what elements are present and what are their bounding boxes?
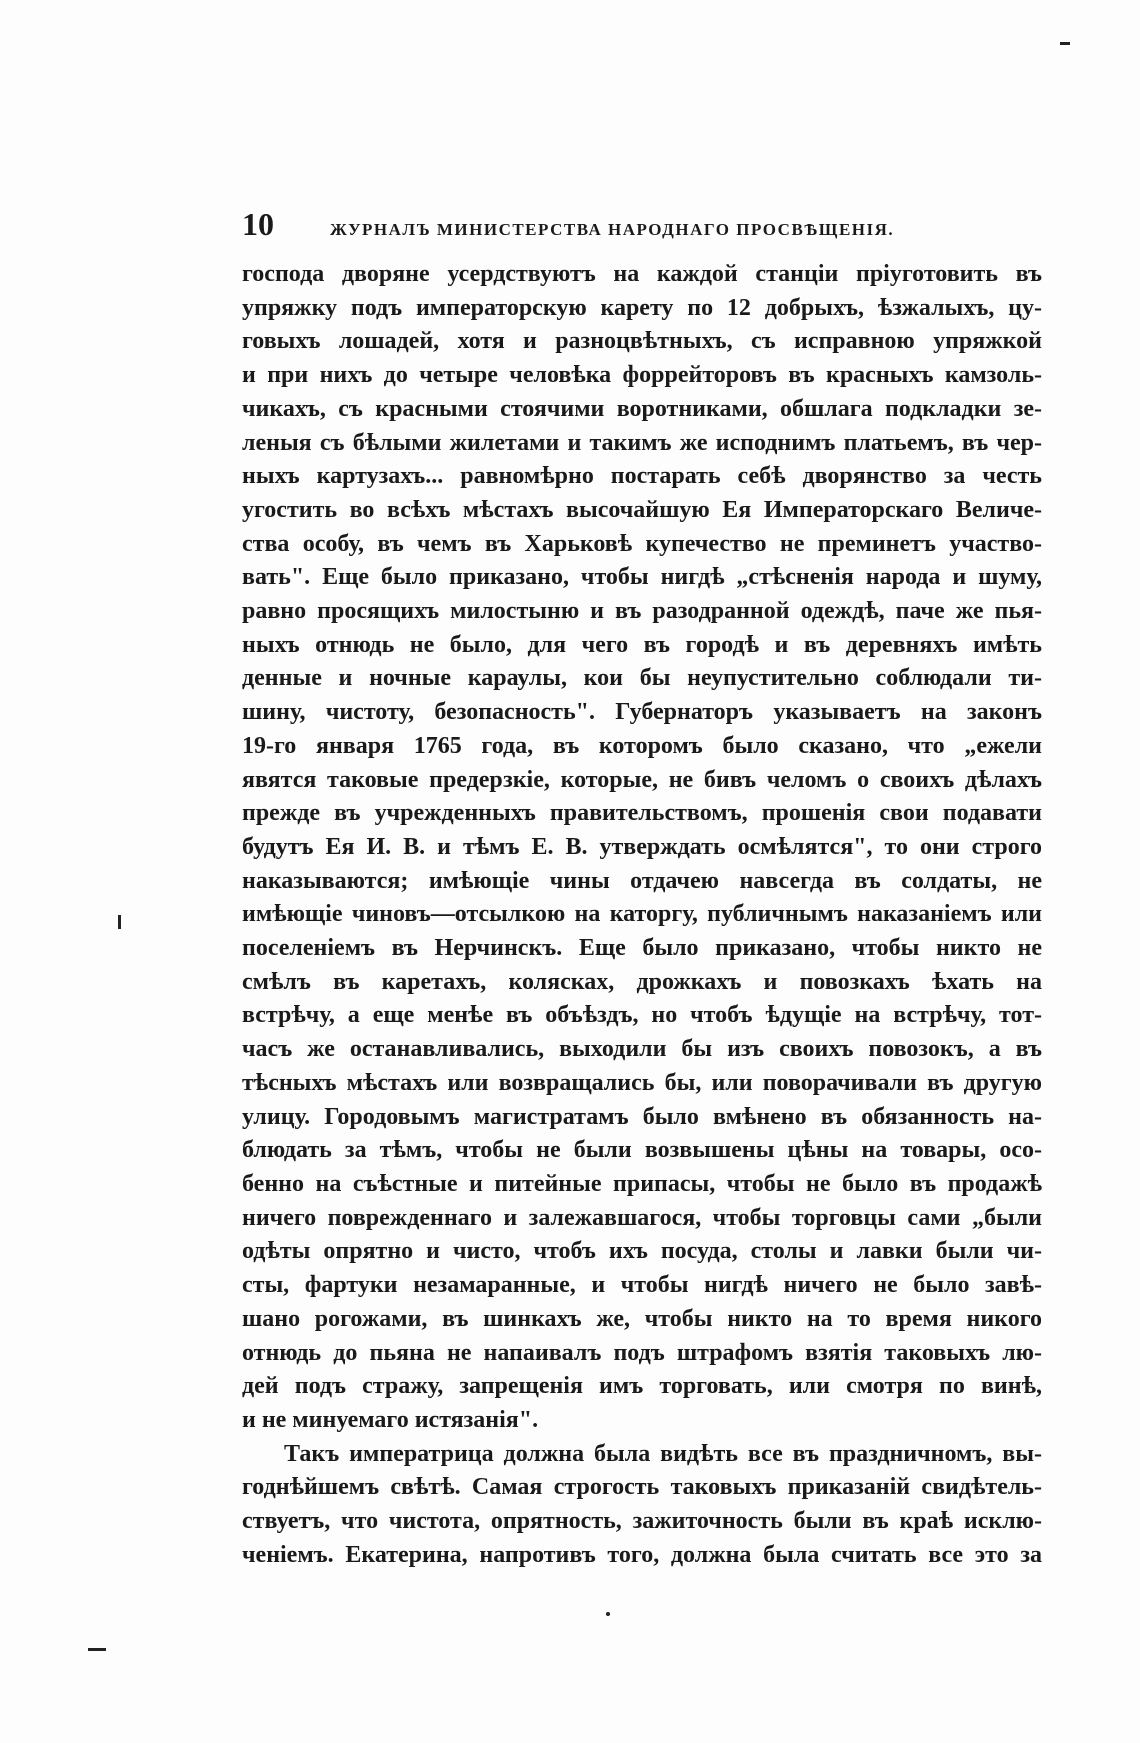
text-line: чикахъ, съ красными стоячими воротниками, обшлага подкладки зе- bbox=[242, 395, 1042, 422]
scan-mark-top-right bbox=[1060, 42, 1070, 45]
text-line: улицу. Городовымъ магистратамъ было вмѣнено въ обязанность на- bbox=[242, 1103, 1042, 1130]
text-line: Такъ императрица должна была видѣть все въ праздничномъ, вы- bbox=[284, 1440, 1042, 1467]
text-line: господа дворяне усердствуютъ на каждой станціи пріуготовить въ bbox=[242, 261, 1042, 287]
text-line: бенно на съѣстные и питейные припасы, чтобы не было въ продажѣ bbox=[242, 1170, 1042, 1197]
text-line: ства особу, въ чемъ въ Харьковѣ купечество не преминетъ участво- bbox=[242, 530, 1042, 557]
text-line: тѣсныхъ мѣстахъ или возвращались бы, или поворачивали въ другую bbox=[242, 1069, 1042, 1096]
text-line: явятся таковые предерзкіе, которые, не бивъ челомъ о своихъ дѣлахъ bbox=[242, 766, 1042, 793]
scan-mark-bottom-left bbox=[88, 1648, 106, 1651]
text-line: шано рогожами, въ шинкахъ же, чтобы никто на то время никого bbox=[242, 1305, 1042, 1332]
text-line: дей подъ стражу, запрещенія имъ торговать, или смотря по винѣ, bbox=[242, 1373, 1042, 1400]
text-line: ничего поврежденнаго и залежавшагося, чтобы торговцы сами „были bbox=[242, 1204, 1042, 1231]
text-line: сты, фартуки незамаранные, и чтобы нигдѣ ничего не было завѣ- bbox=[242, 1272, 1042, 1299]
text-line: одѣты опрятно и чисто, чтобъ ихъ посуда, столы и лавки были чи- bbox=[242, 1238, 1042, 1265]
text-line: будутъ Ея И. В. и тѣмъ Е. В. утверждать осмѣлятся", то они строго bbox=[242, 833, 1042, 860]
text-line: вать". Еще было приказано, чтобы нигдѣ „стѣсненія народа и шуму, bbox=[242, 564, 1042, 591]
text-line: говыхъ лошадей, хотя и разноцвѣтныхъ, съ исправною упряжкой bbox=[242, 328, 1042, 355]
running-title: ЖУРНАЛЪ МИНИСТЕРСТВА НАРОДНАГО ПРОСВѢЩЕНІЯ. bbox=[330, 220, 895, 239]
text-line: леныя съ бѣлыми жилетами и такимъ же исподнимъ платьемъ, въ чер- bbox=[242, 429, 1042, 456]
text-line: поселеніемъ въ Нерчинскъ. Еще было приказано, чтобы никто не bbox=[242, 935, 1042, 962]
text-line: ствуетъ, что чистота, опрятность, зажиточность были въ краѣ исклю- bbox=[242, 1508, 1042, 1535]
scan-dot-bottom bbox=[606, 1612, 610, 1616]
text-line: угостить во всѣхъ мѣстахъ высочайшую Ея Императорскаго Величе- bbox=[242, 496, 1042, 523]
text-line: часъ же останавливались, выходили бы изъ своихъ повозокъ, а въ bbox=[242, 1036, 1042, 1063]
text-line: ныхъ отнюдь не было, для чего въ городѣ и въ деревняхъ имѣть bbox=[242, 631, 1042, 658]
text-line: годнѣйшемъ свѣтѣ. Самая строгость таковыхъ приказаній свидѣтель- bbox=[242, 1474, 1042, 1501]
text-line: шину, чистоту, безопасность". Губернаторъ указываетъ на законъ bbox=[242, 699, 1042, 726]
text-line: отнюдь до пьяна не напаивалъ подъ штрафомъ взятія таковыхъ лю- bbox=[242, 1339, 1042, 1366]
text-line: наказываются; имѣющіе чины отдачею навсегда въ солдаты, не bbox=[242, 867, 1042, 894]
scan-mark-left-margin bbox=[118, 915, 121, 929]
text-line: встрѣчу, а еще менѣе въ объѣздъ, но чтобъ ѣдущіе на встрѣчу, тот- bbox=[242, 1002, 1042, 1029]
body-text bbox=[242, 258, 1042, 1572]
text-line: ченіемъ. Екатерина, напротивъ того, должна была считать все это за bbox=[242, 1541, 1042, 1568]
page-number: 10 bbox=[242, 206, 274, 242]
text-line: смѣлъ въ каретахъ, колясках, дрожкахъ и повозкахъ ѣхать на bbox=[242, 968, 1042, 995]
text-line: упряжку подъ императорскую карету по 12 добрыхъ, ѣзжалыхъ, цу- bbox=[242, 294, 1042, 321]
text-line: блюдать за тѣмъ, чтобы не были возвышены цѣны на товары, осо- bbox=[242, 1137, 1042, 1164]
text-line: 19-го января 1765 года, въ которомъ было сказано, что „ежели bbox=[242, 732, 1042, 759]
text-line: прежде въ учрежденныхъ правительствомъ, прошенія свои подавати bbox=[242, 800, 1042, 827]
page-header bbox=[242, 206, 942, 243]
text-line: имѣющіе чиновъ—отсылкою на каторгу, публичнымъ наказаніемъ или bbox=[242, 901, 1042, 928]
text-line: и при нихъ до четыре человѣка форрейторовъ въ красныхъ камзоль- bbox=[242, 362, 1042, 389]
text-line: равно просящихъ милостыню и въ разодранной одеждѣ, паче же пья- bbox=[242, 598, 1042, 625]
text-line: и не минуемаго истязанія". bbox=[242, 1406, 539, 1433]
text-line: денные и ночные караулы, кои бы неупустительно соблюдали ти- bbox=[242, 665, 1042, 692]
text-line: ныхъ картузахъ... равномѣрно постарать себѣ дворянство за честь bbox=[242, 463, 1042, 490]
